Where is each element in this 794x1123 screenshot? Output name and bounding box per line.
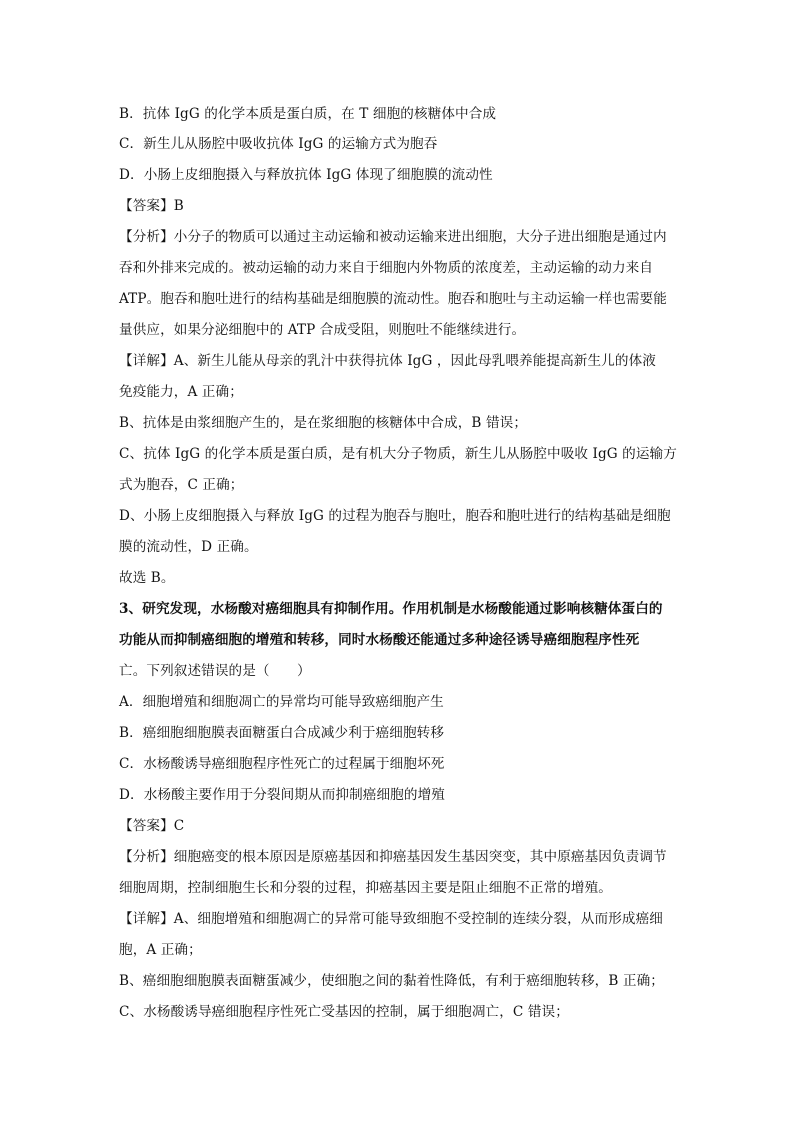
option-c: C．新生儿从肠腔中吸收抗体 IgG 的运输方式为胞吞: [119, 136, 438, 152]
option-b: B．癌细胞细胞膜表面糖蛋白合成减少利于癌细胞转移: [119, 725, 445, 741]
option-b: B．抗体 IgG 的化学本质是蛋白质，在 T 细胞的核糖体中合成: [119, 106, 497, 122]
option-c: C．水杨酸诱导癌细胞程序性死亡的过程属于细胞坏死: [119, 756, 445, 772]
detail-line: 免疫能力，A 正确；: [119, 384, 243, 400]
option-d: D．水杨酸主要作用于分裂间期从而抑制癌细胞的增殖: [119, 787, 445, 803]
analysis-line: 【分析】小分子的物质可以通过主动运输和被动运输来进出细胞，大分子进出细胞是通过内: [119, 229, 667, 245]
conclusion-line: 故选 B。: [119, 570, 175, 586]
detail-line: 式为胞吞，C 正确；: [119, 477, 244, 493]
detail-line: B、抗体是由浆细胞产生的，是在浆细胞的核糖体中合成，B 错误；: [119, 415, 528, 431]
detail-line: C、水杨酸诱导癌细胞程序性死亡受基因的控制，属于细胞凋亡，C 错误；: [119, 1004, 569, 1020]
analysis-line: 【分析】细胞癌变的根本原因是原癌基因和抑癌基因发生基因突变，其中原癌基因负责调节: [119, 849, 667, 865]
detail-line: 【详解】A、新生儿能从母亲的乳汁中获得抗体 IgG ，因此母乳喂养能提高新生儿的体液: [119, 353, 656, 369]
analysis-line: 细胞周期，控制细胞生长和分裂的过程，抑癌基因主要是阻止细胞不正常的增殖。: [119, 880, 612, 896]
question-3-stem: 3、研究发现，水杨酸对癌细胞具有抑制作用。作用机制是水杨酸能通过影响核糖体蛋白的: [119, 601, 663, 617]
analysis-line: ATP。胞吞和胞吐进行的结构基础是细胞膜的流动性。胞吞和胞吐与主动运输一样也需要能: [119, 291, 667, 307]
answer-label: 【答案】C: [119, 818, 185, 834]
detail-line: 膜的流动性，D 正确。: [119, 539, 258, 555]
detail-line: B、癌细胞细胞膜表面糖蛋减少，使细胞之间的黏着性降低，有利于癌细胞转移，B 正确；: [119, 973, 664, 989]
analysis-line: 量供应，如果分泌细胞中的 ATP 合成受阻，则胞吐不能继续进行。: [119, 322, 526, 338]
option-a: A．细胞增殖和细胞凋亡的异常均可能导致癌细胞产生: [119, 694, 444, 710]
detail-line: 胞，A 正确；: [119, 942, 202, 958]
detail-line: C、抗体 IgG 的化学本质是蛋白质，是有机大分子物质，新生儿从肠腔中吸收 IgG 的运输方: [119, 446, 677, 462]
detail-line: 【详解】A、细胞增殖和细胞凋亡的异常可能导致细胞不受控制的连续分裂，从而形成癌细: [119, 911, 663, 927]
detail-line: D、小肠上皮细胞摄入与释放 IgG 的过程为胞吞与胞吐，胞吞和胞吐进行的结构基础是细胞: [119, 508, 671, 524]
analysis-line: 吞和外排来完成的。被动运输的动力来自于细胞内外物质的浓度差，主动运输的动力来自: [119, 260, 654, 276]
answer-label: 【答案】B: [119, 198, 184, 214]
option-d: D．小肠上皮细胞摄入与释放抗体 IgG 体现了细胞膜的流动性: [119, 167, 493, 183]
question-3-stem: 功能从而抑制癌细胞的增殖和转移，同时水杨酸还能通过多种途径诱导癌细胞程序性死: [119, 632, 640, 648]
question-3-stem: 亡。下列叙述错误的是（ ）: [119, 663, 311, 679]
